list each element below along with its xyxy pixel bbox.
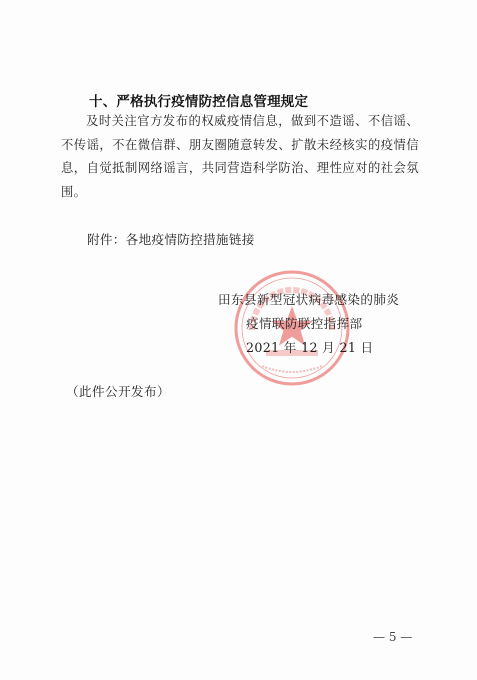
public-release-note: （此件公开发布） (66, 384, 170, 399)
signature-date: 2021 年 12 月 21 日 (246, 340, 374, 355)
signature-organization-line2: 疫情联防联控指挥部 (246, 316, 363, 331)
page-number: — 5 — (373, 630, 413, 644)
signature-organization-line1: 田东县新型冠状病毒感染的肺炎 (218, 292, 400, 307)
body-paragraph: 及时关注官方发布的权威疫情信息，做到不造谣、不信谣、不传谣，不在微信群、朋友圈随意转发、扩散未经核实的疫情信息，自觉抵制网络谣言，共同营造科学防治、理性应对的社会氛围。 (61, 114, 419, 199)
section-heading: 十、严格执行疫情防控信息管理规定 (89, 94, 309, 110)
watermark (463, 653, 469, 671)
attachment-line: 附件：各地疫情防控措施链接 (87, 232, 255, 247)
